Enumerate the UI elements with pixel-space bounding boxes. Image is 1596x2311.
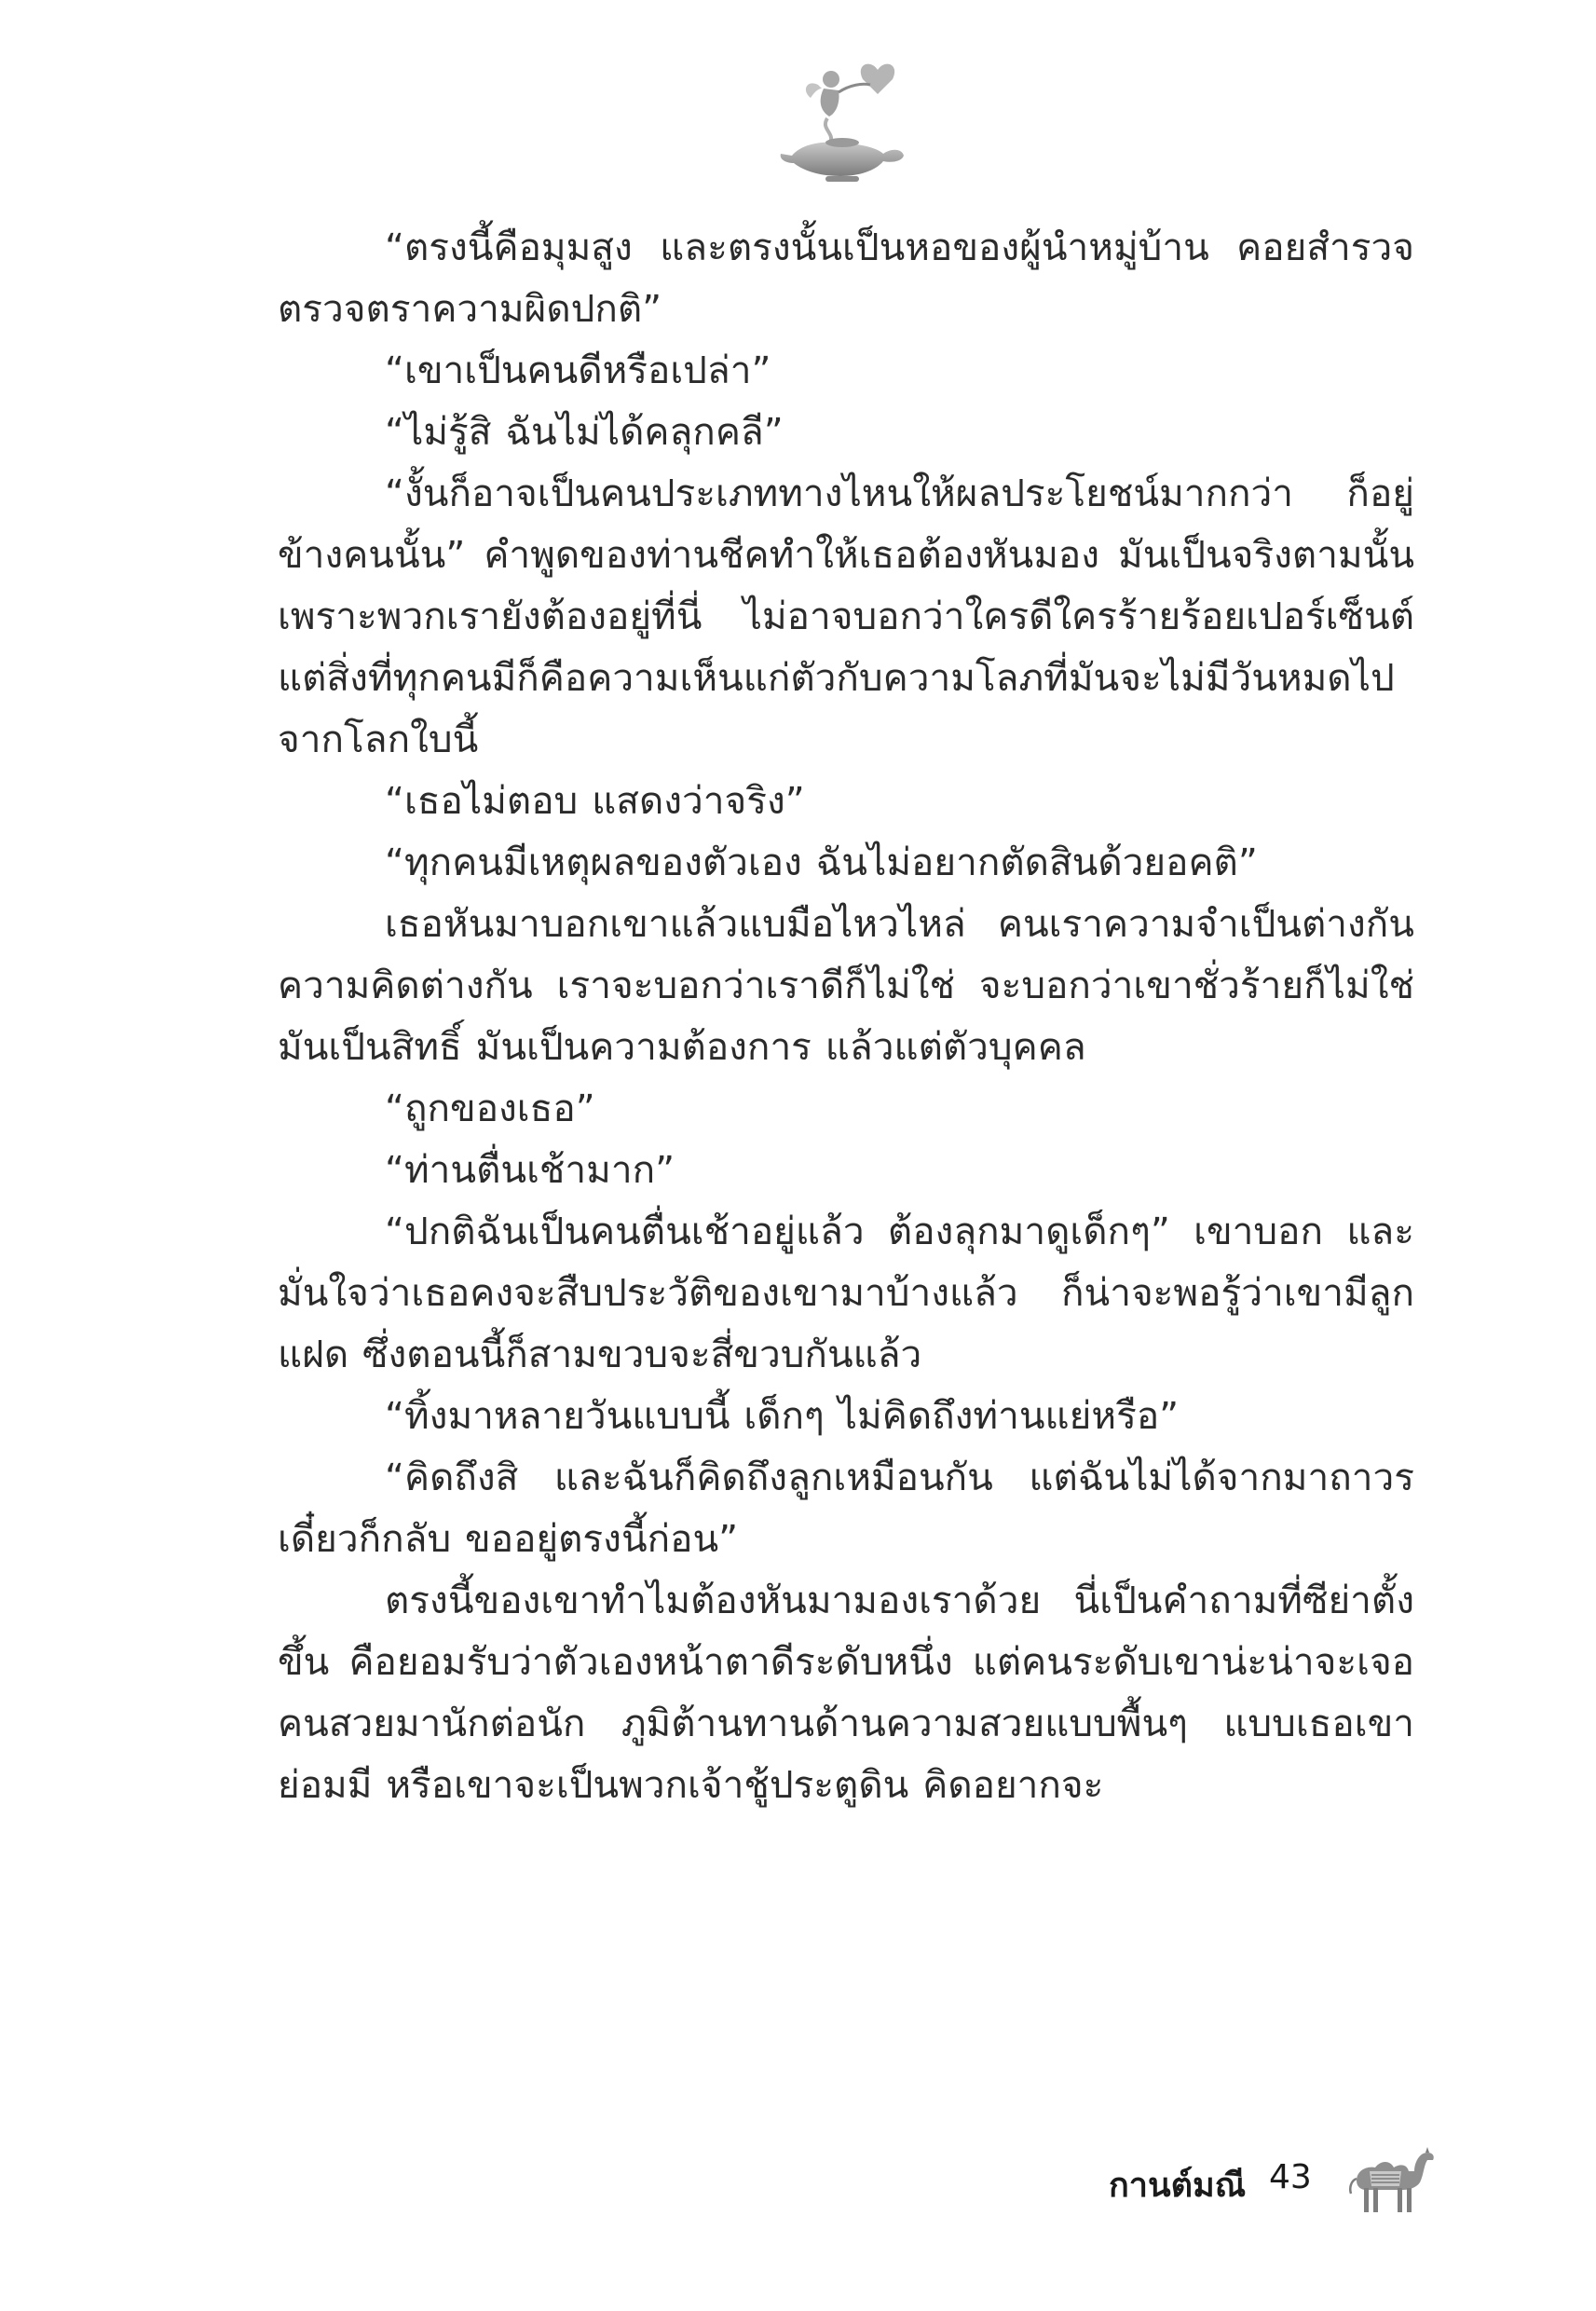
paragraph: “เขาเป็นคนดีหรือเปล่า” [385,348,771,392]
paragraph: “เธอไม่ตอบ แสดงว่าจริง” [385,778,805,823]
genie-lamp-ornament-icon [773,51,913,191]
camel-icon [1340,2143,1442,2218]
paragraph: “งั้นก็อาจเป็นคนประเภททางไหนให้ผลประโยชน์มากกว่า ก็อยู่ข้างคนนั้น” คำพูดของท่านชีคทำให้เธอต้องหันมอง มันเป็นจริงตามนั้น เพราะพวกเรายังต้องอยู่ที่นี่ ไม่อาจบอกว่าใครดีใครร้ายร้อยเปอร์เซ็นต์ แต่สิ่งที่ทุกคนมีก็คือความเห็นแก่ตัวกับความโลภที่มันจะไม่มีวันหมดไปจากโลกใบนี้ [278,471,1414,761]
paragraph: “คิดถึงสิ และฉันก็คิดถึงลูกเหมือนกัน แต่ฉันไม่ได้จากมาถาวร เดี๋ยวก็กลับ ขออยู่ตรงนี้ก่อน” [278,1455,1414,1561]
paragraph: “ปกติฉันเป็นคนตื่นเช้าอยู่แล้ว ต้องลุกมาดูเด็กๆ” เขาบอก และมั่นใจว่าเธอคงจะสืบประวัติของเขามาบ้างแล้ว ก็น่าจะพอรู้ว่าเขามีลูกแฝด ซึ่งตอนนี้ก็สามขวบจะสี่ขวบกันแล้ว [278,1209,1414,1376]
paragraph: ตรงนี้ของเขาทำไมต้องหันมามองเราด้วย นี่เป็นคำถามที่ซีย่าตั้งขึ้น คือยอมรับว่าตัวเองหน้าตาดีระดับหนึ่ง แต่คนระดับเขาน่ะน่าจะเจอคนสวยมานักต่อนัก ภูมิต้านทานด้านความสวยแบบพื้นๆ แบบเธอเขาย่อมมี หรือเขาจะเป็นพวกเจ้าชู้ประตูดิน คิดอยากจะ [278,1578,1414,1807]
page-footer [1109,2143,1444,2227]
paragraph: เธอหันมาบอกเขาแล้วแบมือไหวไหล่ คนเราความจำเป็นต่างกัน ความคิดต่างกัน เราจะบอกว่าเราดีก็ไม่ใช่ จะบอกว่าเขาชั่วร้ายก็ไม่ใช่ มันเป็นสิทธิ์ มันเป็นความต้องการ แล้วแต่ตัวบุคคล [278,901,1414,1069]
paragraph: “ไม่รู้สิ ฉันไม่ได้คลุกคลี” [385,409,784,454]
paragraph: “ถูกของเธอ” [385,1086,595,1130]
paragraph: “ท่านตื่นเช้ามาก” [385,1147,675,1192]
paragraph: “ตรงนี้คือมุมสูง และตรงนั้นเป็นหอของผู้นำหมู่บ้าน คอยสำรวจตรวจตราความผิดปกติ” [278,225,1414,331]
paragraph: “ทุกคนมีเหตุผลของตัวเอง ฉันไม่อยากตัดสินด้วยอคติ” [385,840,1258,884]
text-body [278,216,1414,1815]
footer-author-title: กานต์มณี [1109,2167,1247,2205]
page-number: 43 [1269,2158,1312,2196]
paragraph: “ทิ้งมาหลายวันแบบนี้ เด็กๆ ไม่คิดถึงท่านแย่หรือ” [385,1393,1180,1438]
